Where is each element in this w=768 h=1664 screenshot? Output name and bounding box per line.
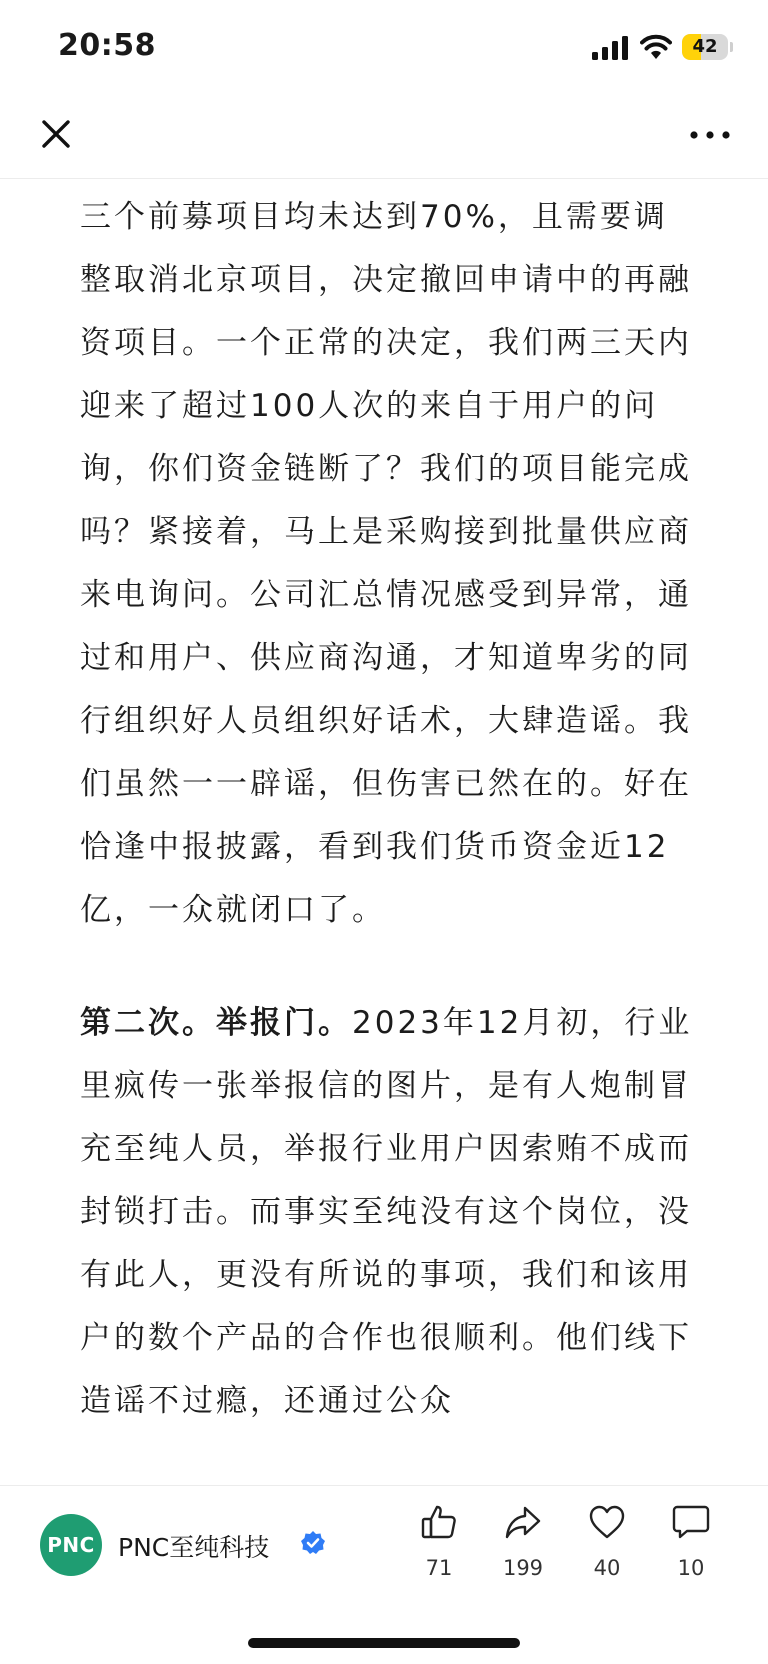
share-count: 199 (502, 1556, 544, 1580)
status-bar (0, 0, 768, 96)
comment-count: 10 (677, 1556, 705, 1580)
heart-icon (587, 1502, 627, 1542)
verified-icon (300, 1530, 326, 1556)
favorite-count: 40 (593, 1556, 621, 1580)
article-paragraph: 三个前募项目均未达到70%，且需要调整取消北京项目，决定撤回申请中的再融资项目。一个正常的决定，我们两三天内迎来了超过100人次的来自于用户的问询，你们资金链断了？我们的项目能完成吗？紧接着，马上是采购接到批量供应商来电询问。公司汇总情况感受到异常，通过和用户、供应商沟通，才知道卑劣的同行组织好人员组织好话术，大肆造谣。我们虽然一一辟谣，但伤害已然在的。好在恰逢中报披露，看到我们货币资金近12亿，一众就闭口了。 (80, 199, 692, 928)
nav-bar (0, 96, 768, 179)
author-avatar[interactable]: PNC (40, 1514, 102, 1576)
battery-level: 42 (692, 36, 718, 57)
status-time: 20:58 (58, 28, 156, 63)
signal-icon (592, 36, 628, 60)
more-icon[interactable] (686, 120, 734, 150)
share-icon (503, 1502, 543, 1542)
battery-tip (730, 42, 733, 52)
close-icon[interactable] (36, 114, 76, 154)
like-button[interactable] (404, 1502, 474, 1580)
bottom-action-bar (0, 1485, 768, 1664)
section-heading: 第二次。举报门。 (80, 1005, 352, 1041)
article-paragraph (80, 992, 700, 1433)
section-text: 2023年12月初，行业里疯传一张举报信的图片，是有人炮制冒充至纯人员，举报行业用户因索贿不成而封锁打击。而事实至纯没有这个岗位，没有此人，更没有所说的事项，我们和该用户的数个产品的合作也很顺利。他们线下造谣不过瘾，还通过公众 (80, 1005, 693, 1419)
share-button[interactable] (488, 1502, 558, 1580)
thumbs-up-icon (419, 1502, 459, 1542)
battery-icon (682, 34, 728, 60)
article-body (80, 186, 700, 1476)
home-indicator[interactable] (248, 1638, 520, 1648)
comment-button[interactable] (656, 1502, 726, 1580)
like-count: 71 (425, 1556, 453, 1580)
comment-icon (671, 1502, 711, 1542)
favorite-button[interactable] (572, 1502, 642, 1580)
author-name[interactable]: PNC至纯科技 (118, 1533, 270, 1562)
wifi-icon (640, 34, 672, 60)
